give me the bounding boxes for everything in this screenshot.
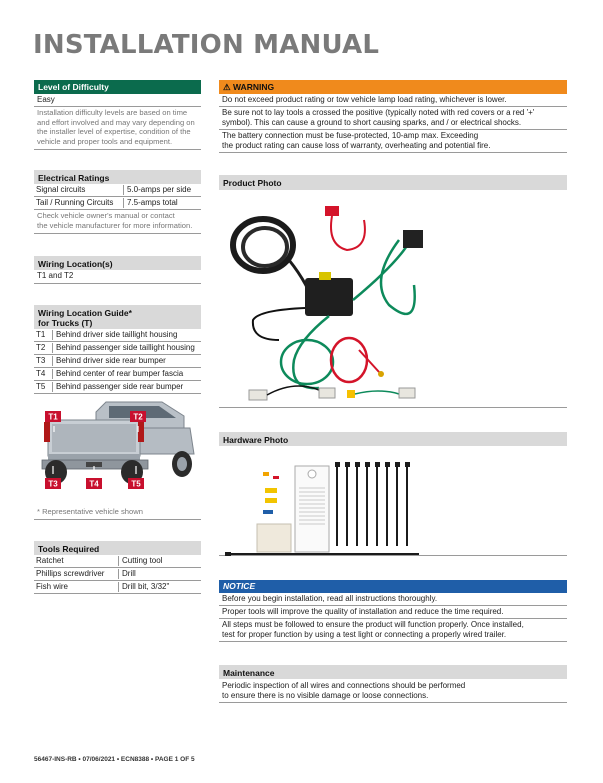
warning-paragraph: Be sure not to lay tools a crossed the positive (typically noted with red covers or a red '+' symbol). This can cause a ground to short causing sparks, and / or electrical shocks.	[219, 107, 567, 130]
truck-caption-wrap	[34, 506, 201, 520]
electrical-row: Tail / Running Circuits 7.5-amps total	[34, 197, 201, 210]
notice-paragraph: Proper tools will improve the quality of installation and reduce the time required.	[219, 606, 567, 619]
electrical-row: Signal circuits 5.0-amps per side	[34, 184, 201, 197]
product-photo	[219, 190, 567, 408]
tag-t4-label: T4	[89, 479, 99, 489]
notice-paragraph: All steps must be followed to ensure the product will function properly. Once installed, test for proper function by using a test light or connecting a properly wired trailer.	[219, 619, 567, 642]
truck-illustration	[34, 398, 201, 502]
product-photo-header: Product Photo	[219, 175, 567, 190]
tag-t1-label: T1	[48, 412, 58, 422]
tag-t3-label: T3	[48, 479, 58, 489]
wiring-location-value: T1 and T2	[34, 270, 201, 284]
tag-t2-label: T2	[133, 412, 143, 422]
difficulty-description: Installation difficulty levels are based on time and effort involved and may vary depending on the installer level of expertise, condition of the vehicle and proper tools and equipment.	[34, 107, 201, 150]
tools-section	[34, 541, 201, 594]
wiring-guide-row: T1 Behind driver side taillight housing	[34, 329, 201, 342]
hardware-photo-header: Hardware Photo	[219, 432, 567, 446]
wiring-guide-row: T3 Behind driver side rear bumper	[34, 355, 201, 368]
truck-caption: * Representative vehicle shown	[37, 507, 143, 516]
page-title: INSTALLATION MANUAL	[33, 30, 380, 60]
notice-section	[219, 580, 567, 642]
difficulty-section	[34, 80, 201, 150]
tools-header: Tools Required	[34, 541, 201, 555]
tools-row: Fish wire Drill bit, 3/32"	[34, 581, 201, 594]
tools-row: Phillips screwdriver Drill	[34, 568, 201, 581]
warning-header: ⚠ WARNING	[219, 80, 567, 94]
maintenance-text: Periodic inspection of all wires and connections should be performed to ensure there is no visible damage or loose connections.	[219, 679, 567, 703]
warning-triangle-icon: ⚠	[223, 82, 231, 92]
electrical-note: Check vehicle owner's manual or contact the vehicle manufacturer for more information.	[34, 210, 201, 234]
wiring-guide-row: T5 Behind passenger side rear bumper	[34, 381, 201, 394]
wiring-guide-section	[34, 305, 201, 394]
wiring-location-section	[34, 256, 201, 284]
tag-t5-label: T5	[131, 479, 141, 489]
electrical-section	[34, 170, 201, 234]
difficulty-level: Easy	[34, 94, 201, 107]
notice-header: NOTICE	[219, 580, 567, 593]
maintenance-header: Maintenance	[219, 665, 567, 679]
tools-row: Ratchet Cutting tool	[34, 555, 201, 568]
warning-paragraph: The battery connection must be fuse-protected, 10-amp max. Exceeding the product rating can cause loss of warranty, overheating and potential fire.	[219, 130, 567, 153]
hardware-image	[219, 446, 567, 556]
truck-image	[34, 398, 201, 502]
wiring-guide-row: T2 Behind passenger side taillight housing	[34, 342, 201, 355]
footer-doc-info: 56467-INS-RB • 07/06/2021 • ECN8388 • PAGE 1 OF 5	[34, 756, 195, 763]
product-photo-section	[219, 175, 567, 408]
difficulty-header: Level of Difficulty	[34, 80, 201, 94]
notice-paragraph: Before you begin installation, read all instructions thoroughly.	[219, 593, 567, 606]
hardware-photo-section	[219, 432, 567, 556]
electrical-header: Electrical Ratings	[34, 170, 201, 184]
warning-paragraph: Do not exceed product rating or tow vehicle lamp load rating, whichever is lower.	[219, 94, 567, 107]
hardware-photo	[219, 446, 567, 556]
wiring-location-header: Wiring Location(s)	[34, 256, 201, 270]
wiring-guide-row: T4 Behind center of rear bumper fascia	[34, 368, 201, 381]
maintenance-section	[219, 665, 567, 703]
wiring-guide-header: Wiring Location Guide* for Trucks (T)	[34, 305, 201, 329]
wiring-harness-image	[219, 190, 567, 408]
warning-section	[219, 80, 567, 153]
